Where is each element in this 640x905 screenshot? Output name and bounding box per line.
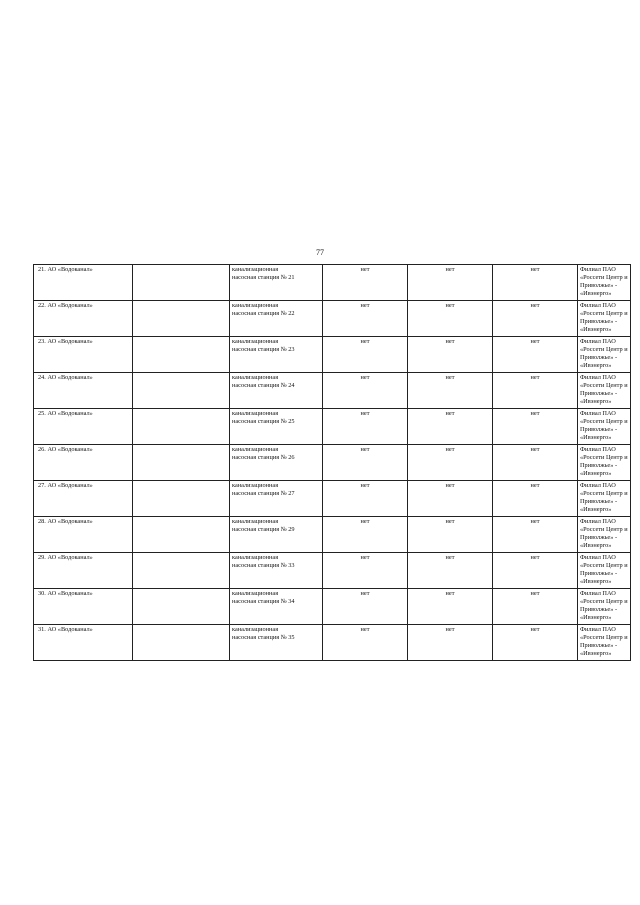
organization-cell: 30. АО «Водоканал» xyxy=(34,589,133,625)
empty-cell xyxy=(133,625,230,661)
value-cell-1: нет xyxy=(323,337,408,373)
supplier-text-line: Филиал ПАО xyxy=(580,590,616,597)
value-cell-2: нет xyxy=(408,625,493,661)
organization-cell: 25. АО «Водоканал» xyxy=(34,409,133,445)
supplier-text-line: Приволжье» - xyxy=(580,605,618,613)
supplier-text-line: «Россети Центр и xyxy=(580,525,628,533)
object-text-line: насосная станция № 24 xyxy=(232,381,295,389)
object-cell xyxy=(230,301,323,337)
object-cell xyxy=(230,337,323,373)
supplier-text-line: «Ивэнерго» xyxy=(580,469,612,477)
table-row xyxy=(34,265,631,301)
supplier-text-line: «Ивэнерго» xyxy=(580,397,612,405)
empty-cell xyxy=(133,445,230,481)
object-text-line: канализационная xyxy=(232,266,279,273)
supplier-text-line: «Ивэнерго» xyxy=(580,541,612,549)
object-text-line: насосная станция № 23 xyxy=(232,345,295,353)
value-cell-3: нет xyxy=(493,301,578,337)
empty-cell xyxy=(133,517,230,553)
supplier-text-line: Филиал ПАО xyxy=(580,482,616,489)
supplier-text-line: Приволжье» - xyxy=(580,533,618,541)
supplier-cell xyxy=(578,337,631,373)
object-text-line: насосная станция № 29 xyxy=(232,525,295,533)
table-row xyxy=(34,553,631,589)
supplier-text-line: «Ивэнерго» xyxy=(580,577,612,585)
value-cell-3: нет xyxy=(493,625,578,661)
supplier-text-line: Филиал ПАО xyxy=(580,302,616,309)
supplier-cell xyxy=(578,589,631,625)
supplier-cell xyxy=(578,409,631,445)
empty-cell xyxy=(133,301,230,337)
object-cell xyxy=(230,445,323,481)
supplier-text-line: «Ивэнерго» xyxy=(580,325,612,333)
supplier-text-line: Филиал ПАО xyxy=(580,410,616,417)
table-row xyxy=(34,301,631,337)
organization-cell: 22. АО «Водоканал» xyxy=(34,301,133,337)
object-cell xyxy=(230,409,323,445)
supplier-text-line: «Ивэнерго» xyxy=(580,505,612,513)
object-text-line: насосная станция № 26 xyxy=(232,453,295,461)
object-text-line: канализационная xyxy=(232,482,279,489)
supplier-cell xyxy=(578,553,631,589)
object-text-line: канализационная xyxy=(232,338,279,345)
value-cell-3: нет xyxy=(493,265,578,301)
empty-cell xyxy=(133,481,230,517)
supplier-text-line: Приволжье» - xyxy=(580,317,618,325)
object-text-line: канализационная xyxy=(232,410,279,417)
supplier-text-line: «Ивэнерго» xyxy=(580,433,612,441)
table-row xyxy=(34,373,631,409)
object-text-line: насосная станция № 33 xyxy=(232,561,295,569)
value-cell-1: нет xyxy=(323,481,408,517)
value-cell-2: нет xyxy=(408,481,493,517)
object-text-line: насосная станция № 25 xyxy=(232,417,295,425)
table-row xyxy=(34,517,631,553)
object-text-line: канализационная xyxy=(232,302,279,309)
table-row xyxy=(34,337,631,373)
supplier-cell xyxy=(578,373,631,409)
supplier-text-line: «Россети Центр и xyxy=(580,417,628,425)
organization-cell: 27. АО «Водоканал» xyxy=(34,481,133,517)
supplier-text-line: «Ивэнерго» xyxy=(580,361,612,369)
empty-cell xyxy=(133,553,230,589)
supplier-text-line: «Россети Центр и xyxy=(580,489,628,497)
table-row xyxy=(34,625,631,661)
value-cell-3: нет xyxy=(493,409,578,445)
object-text-line: насосная станция № 27 xyxy=(232,489,295,497)
object-cell xyxy=(230,517,323,553)
value-cell-1: нет xyxy=(323,445,408,481)
value-cell-2: нет xyxy=(408,265,493,301)
object-cell xyxy=(230,625,323,661)
object-cell xyxy=(230,373,323,409)
empty-cell xyxy=(133,373,230,409)
table-row xyxy=(34,445,631,481)
value-cell-2: нет xyxy=(408,517,493,553)
supplier-cell xyxy=(578,301,631,337)
table-body xyxy=(34,265,631,661)
value-cell-2: нет xyxy=(408,445,493,481)
page-number: 77 xyxy=(316,248,324,257)
supplier-cell xyxy=(578,517,631,553)
value-cell-1: нет xyxy=(323,373,408,409)
value-cell-3: нет xyxy=(493,445,578,481)
object-cell xyxy=(230,553,323,589)
supplier-text-line: «Россети Центр и xyxy=(580,633,628,641)
object-cell xyxy=(230,265,323,301)
value-cell-3: нет xyxy=(493,517,578,553)
object-text-line: насосная станция № 21 xyxy=(232,273,295,281)
supplier-text-line: Филиал ПАО xyxy=(580,266,616,273)
supplier-text-line: Филиал ПАО xyxy=(580,554,616,561)
object-text-line: насосная станция № 35 xyxy=(232,633,295,641)
supplier-text-line: Приволжье» - xyxy=(580,461,618,469)
value-cell-3: нет xyxy=(493,337,578,373)
supplier-text-line: «Россети Центр и xyxy=(580,453,628,461)
object-text-line: канализационная xyxy=(232,446,279,453)
supplier-text-line: «Россети Центр и xyxy=(580,345,628,353)
supplier-text-line: Филиал ПАО xyxy=(580,338,616,345)
organization-cell: 31. АО «Водоканал» xyxy=(34,625,133,661)
supplier-cell xyxy=(578,265,631,301)
supplier-text-line: «Ивэнерго» xyxy=(580,289,612,297)
sewage-stations-table xyxy=(33,264,631,661)
value-cell-2: нет xyxy=(408,553,493,589)
table-row xyxy=(34,409,631,445)
supplier-text-line: «Россети Центр и xyxy=(580,309,628,317)
supplier-text-line: «Россети Центр и xyxy=(580,273,628,281)
supplier-cell xyxy=(578,625,631,661)
supplier-cell xyxy=(578,481,631,517)
organization-cell: 26. АО «Водоканал» xyxy=(34,445,133,481)
supplier-text-line: «Ивэнерго» xyxy=(580,649,612,657)
supplier-text-line: Приволжье» - xyxy=(580,281,618,289)
table-row xyxy=(34,481,631,517)
supplier-text-line: Приволжье» - xyxy=(580,353,618,361)
supplier-text-line: «Россети Центр и xyxy=(580,597,628,605)
organization-cell: 23. АО «Водоканал» xyxy=(34,337,133,373)
supplier-text-line: «Россети Центр и xyxy=(580,381,628,389)
value-cell-3: нет xyxy=(493,589,578,625)
value-cell-1: нет xyxy=(323,265,408,301)
supplier-text-line: Приволжье» - xyxy=(580,641,618,649)
value-cell-2: нет xyxy=(408,409,493,445)
supplier-text-line: Филиал ПАО xyxy=(580,518,616,525)
supplier-text-line: «Ивэнерго» xyxy=(580,613,612,621)
value-cell-1: нет xyxy=(323,517,408,553)
sewage-stations-table-container xyxy=(33,264,628,661)
value-cell-3: нет xyxy=(493,481,578,517)
object-text-line: насосная станция № 34 xyxy=(232,597,295,605)
supplier-text-line: Филиал ПАО xyxy=(580,374,616,381)
supplier-text-line: Приволжье» - xyxy=(580,569,618,577)
supplier-text-line: Филиал ПАО xyxy=(580,626,616,633)
value-cell-1: нет xyxy=(323,589,408,625)
empty-cell xyxy=(133,409,230,445)
supplier-text-line: Филиал ПАО xyxy=(580,446,616,453)
object-text-line: насосная станция № 22 xyxy=(232,309,295,317)
empty-cell xyxy=(133,337,230,373)
supplier-text-line: Приволжье» - xyxy=(580,389,618,397)
value-cell-2: нет xyxy=(408,301,493,337)
empty-cell xyxy=(133,265,230,301)
organization-cell: 21. АО «Водоканал» xyxy=(34,265,133,301)
organization-cell: 28. АО «Водоканал» xyxy=(34,517,133,553)
value-cell-2: нет xyxy=(408,337,493,373)
object-cell xyxy=(230,481,323,517)
supplier-text-line: Приволжье» - xyxy=(580,425,618,433)
object-cell xyxy=(230,589,323,625)
supplier-text-line: Приволжье» - xyxy=(580,497,618,505)
value-cell-1: нет xyxy=(323,625,408,661)
supplier-text-line: «Россети Центр и xyxy=(580,561,628,569)
table-row xyxy=(34,589,631,625)
value-cell-3: нет xyxy=(493,373,578,409)
value-cell-2: нет xyxy=(408,373,493,409)
organization-cell: 24. АО «Водоканал» xyxy=(34,373,133,409)
object-text-line: канализационная xyxy=(232,554,279,561)
object-text-line: канализационная xyxy=(232,518,279,525)
object-text-line: канализационная xyxy=(232,590,279,597)
object-text-line: канализационная xyxy=(232,374,279,381)
value-cell-3: нет xyxy=(493,553,578,589)
empty-cell xyxy=(133,589,230,625)
value-cell-1: нет xyxy=(323,301,408,337)
organization-cell: 29. АО «Водоканал» xyxy=(34,553,133,589)
object-text-line: канализационная xyxy=(232,626,279,633)
value-cell-2: нет xyxy=(408,589,493,625)
value-cell-1: нет xyxy=(323,409,408,445)
value-cell-1: нет xyxy=(323,553,408,589)
supplier-cell xyxy=(578,445,631,481)
